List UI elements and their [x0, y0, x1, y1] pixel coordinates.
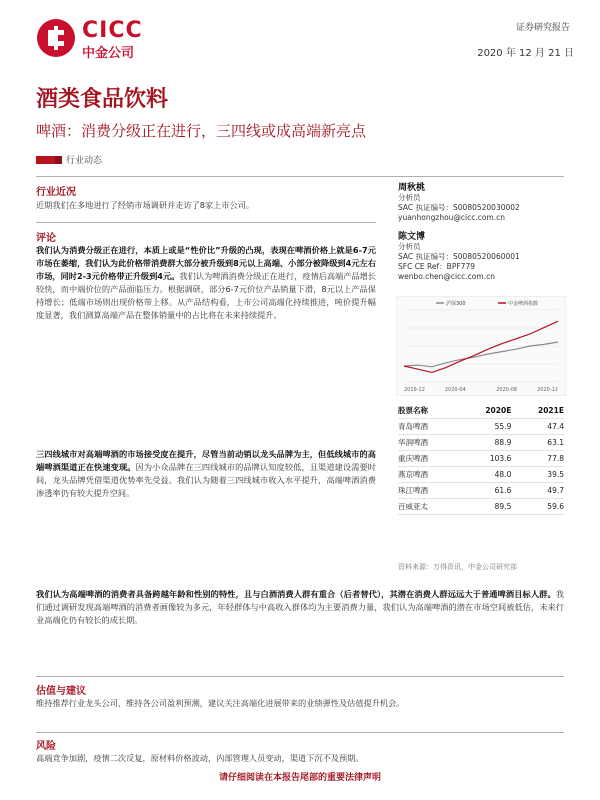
table-row [398, 499, 564, 515]
table-cell: 103.6 [459, 451, 512, 467]
table-cell: 39.5 [511, 467, 564, 483]
table-cell: 49.7 [511, 483, 564, 499]
table-cell: 华润啤酒 [398, 435, 459, 451]
chart-legend-label: 中金啤酒指数 [508, 301, 539, 307]
section-heading-valuation: 估值与建议 [36, 686, 86, 697]
comment-paragraph-2-lead: 三四线城市对高端啤酒的市场接受度在提升，尽管当前动销以龙头品牌为主，但低线城市的高端啤酒渠道正在快速变现。 [36, 449, 376, 472]
chart-x-tick-label: 2019-12 [404, 387, 425, 393]
chart-legend-label: 沪深300 [446, 301, 466, 307]
table-cell: 77.8 [511, 451, 564, 467]
table-cell: 59.6 [511, 499, 564, 515]
performance-chart [396, 296, 566, 396]
table-cell: 珠江啤酒 [398, 483, 459, 499]
table-header-cell: 2020E [459, 403, 512, 419]
comment-paragraph-1-lead: 我们认为消费分级正在进行，本质上或是“性价比”升级的凸现，表现在啤酒价格上就是6-7元市场在萎缩，我们认为此价格带消费群大部分被升级到8元以上高端、小部分被降级到4元左右市场，同时2-3元价格带正升级到4元。 [36, 245, 376, 281]
comment-paragraph-1-body: 我们认为啤酒消费分级正在进行，疫情后高端产品增长较快，而中端价位的产品面临压力。根据调研，部分6-7元价位产品销量下滑，8元以上产品保持增长；低端市场则出现价格带上移。从产品结构看，上市公司高端化持续推进，吨价提升幅度显著，我们测算高端产品在整体销量中的占比将在未来持续提升。 [36, 271, 376, 320]
chart-x-tick-label: 2020-04 [444, 387, 466, 393]
table-cell: 48.0 [459, 467, 512, 483]
comment-paragraph-3 [36, 588, 564, 666]
logo-text-en: CICC [82, 18, 143, 43]
analyst-name: 周秋桃 [398, 183, 426, 193]
valuation-table [398, 403, 564, 515]
legal-footer: 请仔细阅读在本报告尾部的重要法律声明 [218, 773, 381, 783]
comment-paragraph-3-body: 我们通过调研发现高端啤酒的消费者画像较为多元，年轻群体与中高收入群体均为主要消费力量，我们认为高端啤酒的潜在市场空间被低估，未来行业高端化仍有较长的成长期。 [36, 589, 564, 625]
doc-type-label: 证券研究报告 [515, 23, 570, 33]
tag-marker-dark [55, 156, 62, 164]
table-cell: 47.4 [511, 419, 564, 435]
analyst-sac: SAC 执证编号：S0080520060001 [398, 252, 520, 261]
analyst-sfc: SFC CE Ref：BPF779 [398, 262, 475, 271]
analyst-email[interactable]: wenbo.chen@cicc.com.cn [398, 272, 495, 281]
comment-paragraph-2 [36, 448, 376, 580]
table-row [398, 467, 564, 483]
table-header-cell: 2021E [511, 403, 564, 419]
divider [36, 732, 564, 733]
table-row [398, 451, 564, 467]
table-row [398, 483, 564, 499]
section-text-recent: 近期我们在多地进行了经销市场调研并走访了8家上市公司。 [36, 200, 255, 210]
table-cell: 63.1 [511, 435, 564, 451]
logo-text-cn: 中金公司 [82, 46, 135, 61]
logo [36, 16, 156, 60]
divider [36, 176, 564, 177]
analyst-card [398, 183, 520, 223]
section-text-valuation: 维持推荐行业龙头公司，维持各公司盈利预测，建议关注高端化进展带来的业绩弹性及估值提升机会。 [36, 698, 405, 708]
table-row [398, 419, 564, 435]
section-heading-comment: 评论 [36, 233, 56, 244]
table-header-cell: 股票名称 [398, 403, 459, 419]
cicc-logo-icon [36, 18, 76, 58]
chart-x-tick-label: 2020-12 [537, 387, 558, 393]
analyst-email[interactable]: yuanhongzhou@cicc.com.cn [398, 213, 506, 222]
analyst-sac: SAC 执证编号：S0080520030002 [398, 203, 520, 212]
table-cell: 89.5 [459, 499, 512, 515]
table-cell: 88.9 [459, 435, 512, 451]
section-heading-risk: 风险 [36, 741, 56, 752]
industry-title: 酒类食品饮料 [36, 87, 169, 112]
analyst-card [398, 232, 520, 282]
table-cell: 青岛啤酒 [398, 419, 459, 435]
table-cell: 61.6 [459, 483, 512, 499]
section-heading-recent: 行业近况 [36, 187, 76, 198]
report-title: 啤酒：消费分级正在进行，三四线或成高端新亮点 [36, 122, 367, 140]
table-cell: 百威亚太 [398, 499, 459, 515]
divider [36, 222, 376, 223]
table-header-row [398, 403, 564, 419]
analyst-role: 分析员 [398, 193, 421, 202]
analyst-name: 陈文博 [398, 232, 426, 242]
section-text-risk: 高端竞争加剧，疫情二次反复，原材料价格波动，内部管理人员变动，渠道下沉不及预期。 [36, 753, 364, 763]
divider [36, 676, 564, 677]
analyst-role: 分析员 [398, 242, 421, 251]
report-tag: 行业动态 [66, 156, 103, 166]
table-cell: 燕京啤酒 [398, 467, 459, 483]
report-date: 2020 年 12 月 21 日 [477, 48, 574, 59]
table-cell: 重庆啤酒 [398, 451, 459, 467]
table-cell: 55.9 [459, 419, 512, 435]
comment-paragraph-2-body: 因为小众品牌在三四线城市的品牌认知度较低，且渠道建设需要时间，龙头品牌凭借渠道优势率先受益。我们认为随着三四线城市收入水平提升，高端啤酒消费渗透率仍有较大提升空间。 [36, 462, 376, 498]
table-row [398, 435, 564, 451]
comment-paragraph-1 [36, 244, 376, 440]
chart-source-note: 资料来源：万得资讯，中金公司研究部 [398, 563, 517, 571]
chart-x-tick-label: 2020-08 [496, 387, 518, 393]
comment-paragraph-3-lead: 我们认为高端啤酒的消费者具备跨越年龄和性别的特性，且与白酒消费人群有重合（后者替代），其潜在消费人群远远大于普通啤酒目标人群。 [36, 589, 556, 599]
